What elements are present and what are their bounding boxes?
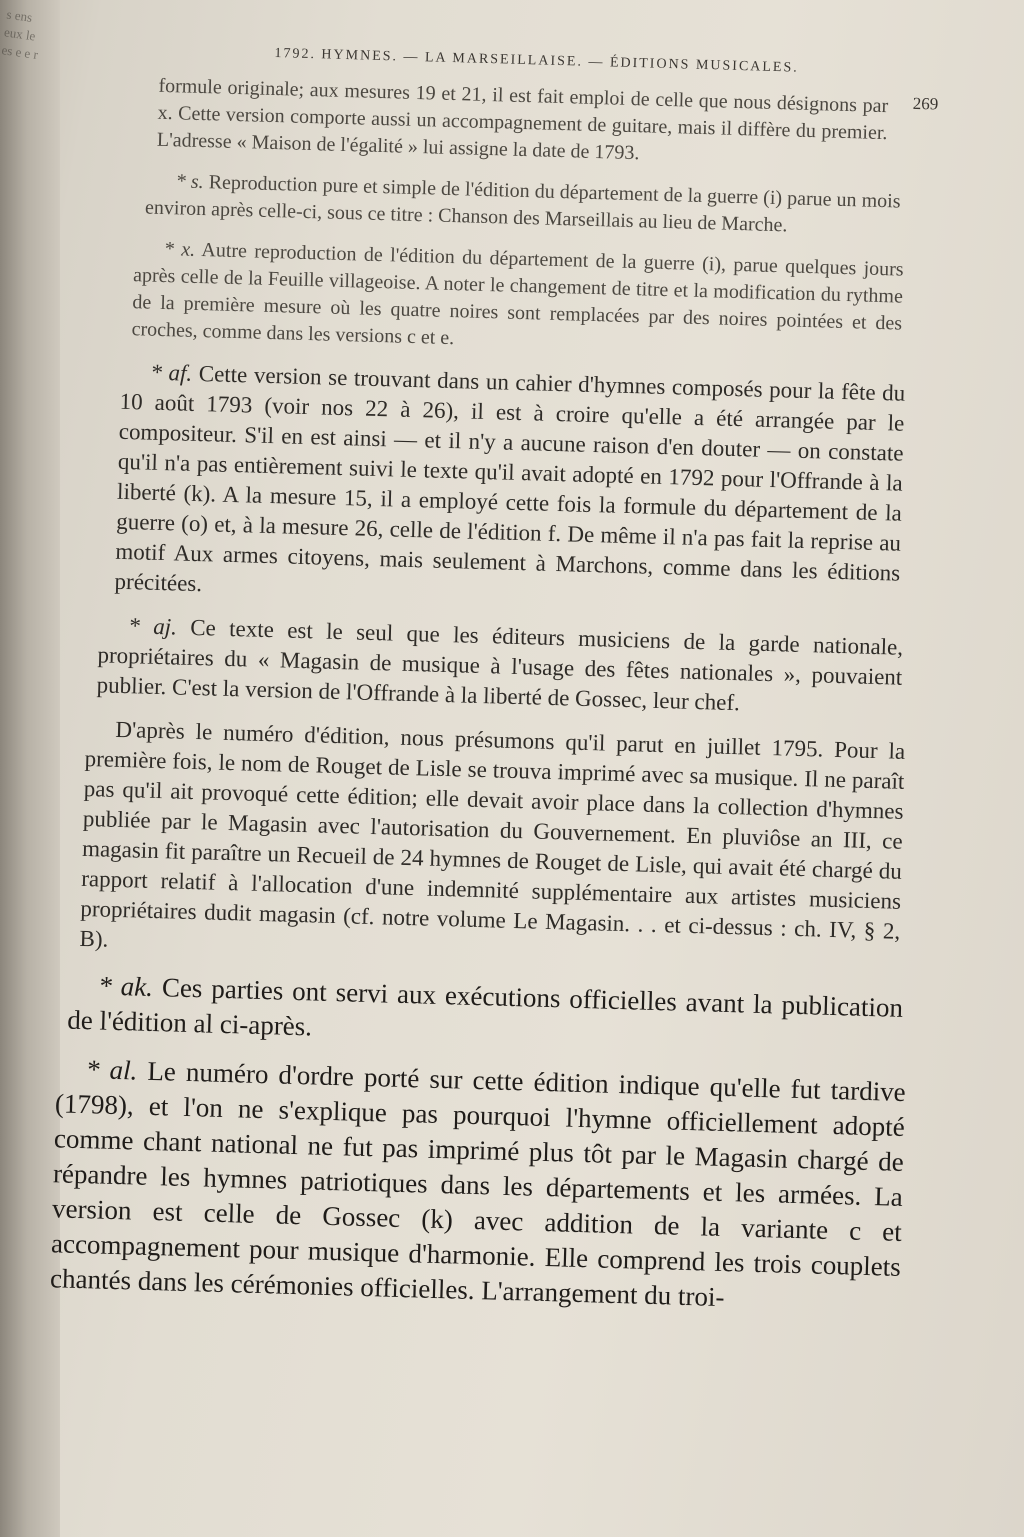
- paragraph-text: D'après le numéro d'édition, nous présumons qu'il parut en juillet 1795. Pour la première fois, le nom de Rouget de Lisle se trouva imprimé avec sa musique. Il ne paraît pas qu'il ait provoqué cette édition; elle devait avoir place dans la collection d'hymnes publiée par le Magasin avec l'autorisation du Gouvernement. En pluviôse an III, ce magasin fit paraître un Recueil de 24 hymnes de Rouget de Lisle, qui avait été chargé du rapport relatif à l'allocation d'une indemnité supplémentaire aux artistes musiciens propriétaires dudit magasin (cf. notre volume Le Magasin. . . et ci-dessus : ch. IV, § 2, B).: [79, 716, 906, 952]
- paragraph-text: Reproduction pure et simple de l'édition du département de la guerre (i) parue un mois environ après celle-ci, sous ce titre : Chanson des Marseillais au lieu de Marche.: [144, 171, 901, 237]
- paragraph-note-ak: [32, 967, 914, 1062]
- note-mark: * al.: [85, 1054, 138, 1086]
- paragraph-note-s: [55, 165, 936, 244]
- paragraph-note-x: [51, 233, 934, 366]
- paragraph-note-al: [25, 1051, 911, 1320]
- paragraph-text: formule originale; aux mesures 19 et 21, il est fait emploi de celle que nous désignons par x. Cette version comporte aussi un accompagnement de guitare, mais il diffère du premier. L'adresse « Maison de l'égalité » lui assigne la date de 1793.: [156, 74, 889, 165]
- note-mark: * s.: [175, 170, 204, 194]
- page-text-block: [24, 30, 939, 1334]
- paragraph-magasin: [34, 713, 920, 977]
- paragraph-note-aj: [41, 609, 923, 724]
- paragraph-note-af: [44, 355, 930, 619]
- paragraph-text: Ce texte est le seul que les éditeurs musiciens de la garde nationale, propriétaires du « Magasin de musique à l'usage des fêtes nationales », pouvaient publier. C'est la version de l'Offrande à la liberté de Gossec, leur chef.: [96, 614, 904, 716]
- facing-page-text: s ens eux le es e e r: [0, 6, 39, 63]
- paragraph-text: Ces parties ont servi aux exécutions officielles avant la publication de l'édition al ci-après.: [66, 972, 904, 1042]
- paragraph-text: Le numéro d'ordre porté sur cette édition indique qu'elle fut tardive (1798), et l'on ne s'explique pas pourquoi l'hymne officiellement adopté comme chant national ne fut pas imprimé plus tôt par le Magasin chargé de répandre les hymnes patriotiques dans les départements et les armées. La version est celle de Gossec (k) avec addition de la variante c et accompagnement pour musique d'harmonie. Elle comprend les trois couplets chantés dans les cérémonies officielles. L'arrangement du troi-: [49, 1055, 907, 1313]
- paragraph-text: Cette version se trouvant dans un cahier d'hymnes composés pour la fête du 10 août 1793 (voir nos 22 à 26), il est à croire qu'elle a été arrangée par le compositeur. S'il en est ainsi — et il n'y a aucune raison d'en douter — on constate qu'il n'a pas entièrement suivi le texte qu'il avait adopté en 1792 pour l'Offrande à la liberté (k). A la mesure 15, il a employé cette fois la formule du département de la guerre (o) et, à la mesure 26, celle de l'édition f. De même il n'a pas fait la reprise au motif Aux armes citoyens, mais seulement à Marchons, comme dans les éditions précitées.: [114, 361, 906, 597]
- note-mark: * aj.: [128, 613, 178, 640]
- note-mark: * af.: [150, 359, 193, 386]
- page-number: 269: [912, 93, 939, 114]
- note-mark: * ak.: [97, 970, 154, 1002]
- running-title: 1792. HYMNES. — LA MARSEILLAISE. — ÉDITIONS MUSICALES.: [274, 45, 799, 76]
- note-mark: * x.: [163, 237, 196, 261]
- paragraph-text: Autre reproduction de l'édition du département de la guerre (i), parue quelques jours après celle de la Feuille villageoise. A noter le changement de titre et la modification du rythme de la première mesure où les quatre noires sont remplacées par des noires pointées et des croches, comme dans les versions c et e.: [131, 239, 904, 350]
